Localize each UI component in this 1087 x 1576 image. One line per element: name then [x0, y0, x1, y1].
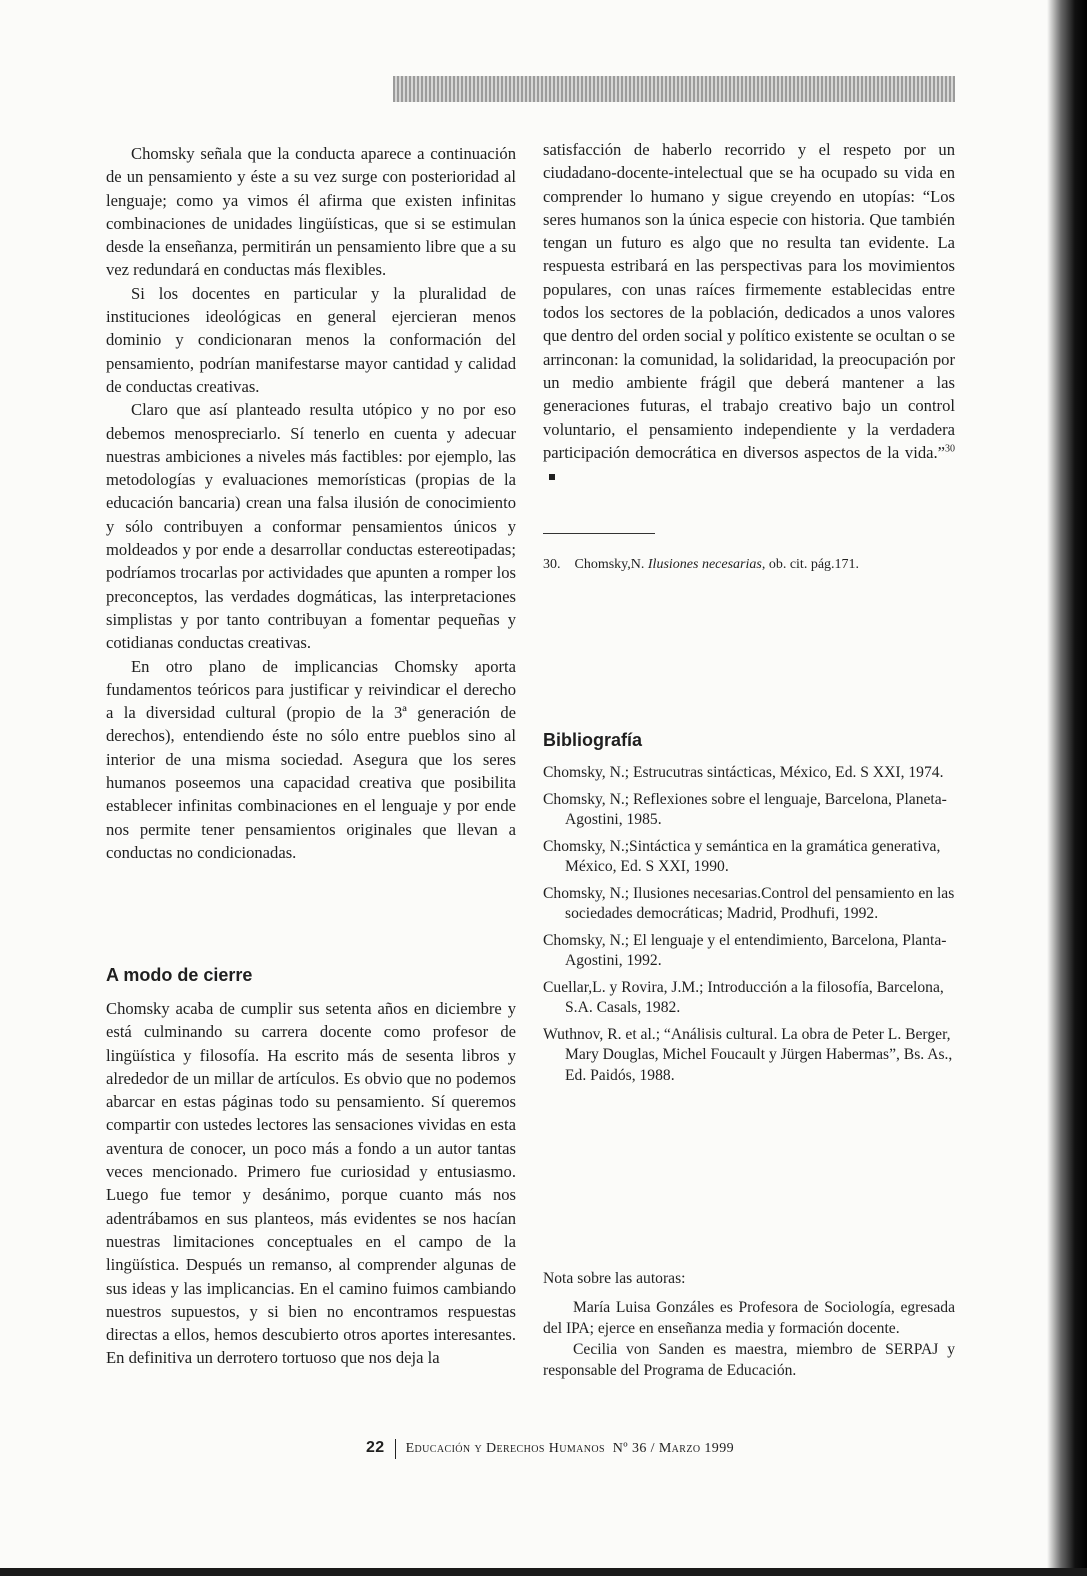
bibliography-item: Cuellar,L. y Rovira, J.M.; Introducción a la filosofía, Barcelona, S.A. Casals, 1982. — [543, 978, 944, 1016]
bibliography-item: Chomsky, N.; Estrucutras sintácticas, México, Ed. S XXI, 1974. — [543, 764, 944, 781]
bibliography-item: Chomsky, N.; Ilusiones necesarias.Control del pensamiento en las sociedades democráticas; Madrid, Prodhufi, 1992. — [543, 884, 955, 922]
author-bio: María Luisa Gonzáles es Profesora de Sociología, egresada del IPA; ejerce en enseñanza media y formación docente. — [543, 1299, 955, 1337]
continuation-paragraph — [543, 138, 955, 487]
quote-text: satisfacción de haberlo recorrido y el respeto por un ciudadano-docente-intelectual que se ha ocupado su vida en comprender lo humano y sigue creyendo en utopías: “Los seres humanos son la única especie con historia. Que también tengan un futuro es algo que no resulta tan evidente. La respuesta estribará en las perspectivas para los movimientos populares, con unas raíces firmemente establecidas entre todos los sectores de la población, dedicados a unos valores que dentro del orden social y político existente se ocultan o se arrinconan: la comunidad, la solidaridad, la preocupación por un medio ambiente frágil que deberá mantener a las generaciones futuras, el trabajo creativo bajo un control voluntario, el pensamiento independiente y la verdadera participación democrática en diversos aspectos de la vida.” — [543, 140, 955, 462]
footnote-reference: 30 — [945, 443, 955, 455]
section-heading-closing: A modo de cierre — [106, 965, 253, 985]
footnote — [543, 556, 955, 574]
footnote-title: Ilusiones necesarias — [647, 557, 762, 572]
bibliography-list — [543, 763, 955, 1092]
body-paragraph: En otro plano de implicancias Chomsky aporta fundamentos teóricos para justificar y reivindicar el derecho a la diversidad cultural (propio de la 3ª generación de derechos), entendiendo éste no sólo entre pueblos sino al interior de una misma sociedad. Asegura que los seres humanos poseemos una capacidad creativa que posibilita establecer infinitas combinaciones en el lenguaje y por ende nos permite tener pensamientos originales que llevan a conductas no condicionadas. — [106, 656, 516, 862]
footnote-citation: , ob. cit. pág.171. — [761, 557, 860, 572]
left-column — [106, 142, 516, 864]
issue-info: Nº 36 / Marzo 1999 — [612, 1441, 735, 1457]
bibliography-item: Chomsky, N.;Sintáctica y semántica en la gramática generativa, México, Ed. S XXI, 1990. — [543, 837, 941, 875]
page-number: 22 — [366, 1439, 385, 1457]
publication-title: Educación y Derechos Humanos — [405, 1441, 605, 1457]
authors-note — [543, 1268, 955, 1381]
right-column — [543, 138, 955, 487]
bibliography-item: Chomsky, N.; Reflexiones sobre el lenguaje, Barcelona, Planeta-Agostini, 1985. — [543, 790, 947, 828]
author-bio: Cecilia von Sanden es maestra, miembro de SERPAJ y responsable del Programa de Educación. — [543, 1341, 955, 1379]
book-spine-shadow — [1047, 0, 1087, 1576]
page-bottom-edge — [0, 1568, 1087, 1576]
article-end-mark — [549, 474, 555, 480]
header-decorative-band — [393, 76, 955, 102]
bibliography-item: Wuthnov, R. et al.; “Análisis cultural. La obra de Peter L. Berger, Mary Douglas, Michel Foucault y Jürgen Habermas”, Bs. As., Ed. Paidós, 1988. — [543, 1025, 953, 1084]
body-paragraph: Chomsky acaba de cumplir sus setenta años en diciembre y está culminando su carrera docente como profesor de lingüística y filosofía. Ha escrito más de sesenta libros y alrededor de un millar de artículos. Es obvio que no podemos abarcar en estas páginas todo su pensamiento. Sí queremos compartir con ustedes lectores las sensaciones vividas en esta aventura de conocer, un poco más a fondo a un autor tantas veces mencionado. Primero fue curiosidad y entusiasmo. Luego fue temor y desánimo, porque cuanto más nos adentrábamos en sus planteos, más evidentes se nos hacían nuestras limitaciones conceptuales en el campo de la lingüística. Después un remanso, al comprender algunas de sus ideas y las implicancias. En el camino fuimos cambiando nuestros supuestos, y si bien no encontramos respuestas directas a ellos, hemos descubierto otros aportes interesantes. En definitiva un derrotero tortuoso que nos deja la — [106, 999, 516, 1368]
footer-separator — [395, 1439, 396, 1459]
body-paragraph: Claro que así planteado resulta utópico y no por eso debemos menospreciarlo. Sí tenerlo en cuenta y adecuar nuestras ambiciones a niveles más factibles: por ejemplo, las metodologías y evaluaciones memorísticas (propias de la educación bancaria) crean una falsa ilusión de conocimiento y sólo contribuyen a conformar pensamientos únicos y moldeados y por ende a desarrollar conductas estereotipadas; podríamos trocarlas por actividades que apunten a romper los preconceptos, las verdades dogmáticas, las interpretaciones simplistas y por tanto contribuyan a fomentar pequeñas y cotidianas conductas creativas. — [106, 400, 516, 653]
body-paragraph: Si los docentes en particular y la pluralidad de instituciones ideológicas en general ejercieran menos dominio y condicionaran menos la conformación del pensamiento, podrían manifestarse mayor cantidad y calidad de conductas creativas. — [106, 283, 516, 396]
footnote-author: Chomsky,N. — [574, 557, 648, 572]
footnote-number: 30. — [543, 557, 561, 572]
page-footer — [366, 1439, 734, 1459]
bibliography-item: Chomsky, N.; El lenguaje y el entendimiento, Barcelona, Planta-Agostini, 1992. — [543, 931, 947, 969]
footnote-divider — [543, 533, 655, 534]
authors-note-title: Nota sobre las autoras: — [543, 1270, 686, 1287]
section-heading-bibliography: Bibliografía — [543, 730, 643, 750]
closing-section — [106, 997, 516, 1370]
body-paragraph: Chomsky señala que la conducta aparece a continuación de un pensamiento y éste a su vez surge con posterioridad al lenguaje; como ya vimos él afirma que existen infinitas combinaciones de unidades lingüísticas, que si se estimulan desde la enseñanza, permitirán un pensamiento libre que a su vez redundará en conductas más flexibles. — [106, 144, 516, 280]
